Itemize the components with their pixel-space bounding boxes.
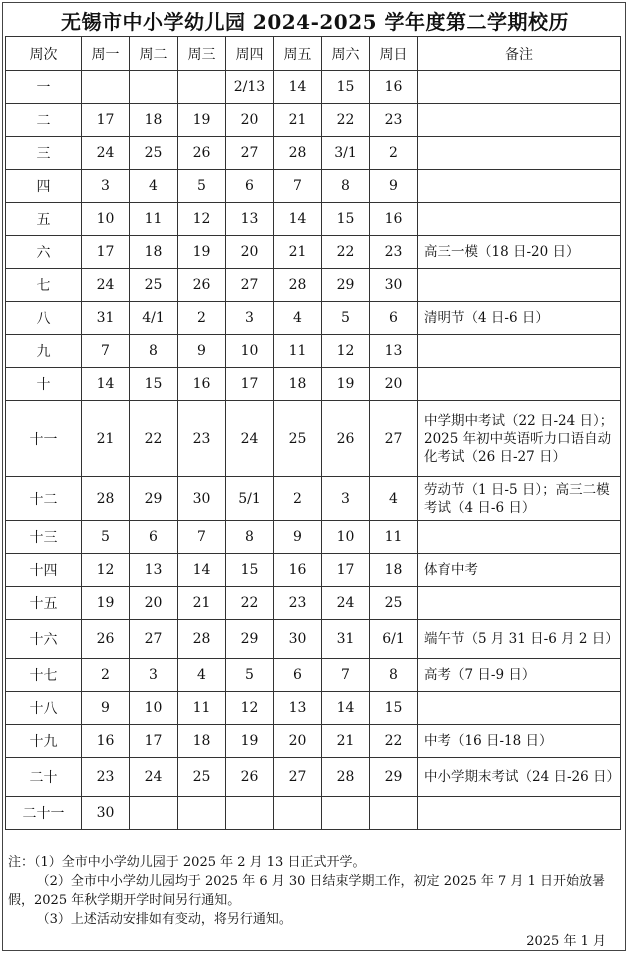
day-cell: 17	[82, 236, 130, 269]
day-cell: 9	[370, 170, 418, 203]
day-cell: 19	[82, 587, 130, 620]
issue-date: 2025 年 1 月	[526, 934, 606, 949]
day-cell: 23	[274, 587, 322, 620]
remark-cell: 劳动节（1 日-5 日）；高三二模考试（4 日-6 日）	[418, 477, 621, 521]
day-cell: 25	[178, 758, 226, 797]
day-cell: 20	[274, 725, 322, 758]
day-cell: 18	[274, 368, 322, 401]
day-cell: 5	[178, 170, 226, 203]
day-cell: 13	[370, 335, 418, 368]
day-cell: 30	[274, 620, 322, 659]
footnote-1: 注：（1）全市中小学幼儿园于 2025 年 2 月 13 日正式开学。	[8, 855, 366, 870]
week-row	[6, 587, 621, 620]
day-cell: 17	[82, 104, 130, 137]
day-cell: 27	[274, 758, 322, 797]
day-cell: 3	[322, 477, 370, 521]
remark-cell	[418, 203, 621, 236]
day-cell: 30	[178, 477, 226, 521]
day-cell: 15	[370, 692, 418, 725]
remark-cell	[418, 104, 621, 137]
day-cell: 8	[226, 521, 274, 554]
day-cell	[322, 797, 370, 830]
day-cell: 28	[274, 269, 322, 302]
day-cell: 19	[226, 725, 274, 758]
day-cell: 31	[322, 620, 370, 659]
day-cell: 26	[322, 401, 370, 477]
week-number: 十六	[6, 620, 82, 659]
week-row	[6, 620, 621, 659]
week-row	[6, 203, 621, 236]
day-cell: 24	[82, 137, 130, 170]
remark-cell: 体育中考	[418, 554, 621, 587]
day-cell: 12	[226, 692, 274, 725]
day-cell: 20	[130, 587, 178, 620]
day-cell: 28	[274, 137, 322, 170]
week-number: 二十一	[6, 797, 82, 830]
remark-cell	[418, 797, 621, 830]
school-calendar-table	[5, 36, 621, 830]
day-cell: 9	[82, 692, 130, 725]
week-number: 二十	[6, 758, 82, 797]
day-cell: 28	[322, 758, 370, 797]
day-cell: 5	[226, 659, 274, 692]
day-cell: 30	[370, 269, 418, 302]
remark-cell	[418, 692, 621, 725]
week-number: 十七	[6, 659, 82, 692]
day-cell: 15	[322, 71, 370, 104]
day-cell: 9	[178, 335, 226, 368]
day-cell: 22	[322, 104, 370, 137]
day-cell: 29	[370, 758, 418, 797]
day-cell: 22	[130, 401, 178, 477]
day-cell: 4	[178, 659, 226, 692]
week-row	[6, 725, 621, 758]
day-cell: 13	[274, 692, 322, 725]
day-cell: 27	[226, 137, 274, 170]
day-cell: 8	[130, 335, 178, 368]
day-cell: 22	[370, 725, 418, 758]
day-cell: 6	[226, 170, 274, 203]
day-cell: 2	[178, 302, 226, 335]
day-cell: 26	[82, 620, 130, 659]
day-cell: 14	[322, 692, 370, 725]
day-cell: 14	[274, 71, 322, 104]
header-tue: 周二	[130, 37, 178, 71]
day-cell: 29	[130, 477, 178, 521]
day-cell: 24	[226, 401, 274, 477]
day-cell	[178, 797, 226, 830]
day-cell: 21	[178, 587, 226, 620]
day-cell: 16	[178, 368, 226, 401]
day-cell: 5	[82, 521, 130, 554]
day-cell: 16	[82, 725, 130, 758]
day-cell: 4	[130, 170, 178, 203]
day-cell: 21	[274, 104, 322, 137]
day-cell: 28	[82, 477, 130, 521]
day-cell: 3	[226, 302, 274, 335]
week-row	[6, 170, 621, 203]
day-cell: 14	[274, 203, 322, 236]
day-cell: 31	[82, 302, 130, 335]
day-cell: 12	[82, 554, 130, 587]
day-cell: 28	[178, 620, 226, 659]
footnote-2: （2）全市中小学幼儿园均于 2025 年 6 月 30 日结束学期工作，初定 2025 年 7 月 1 日开始放暑假，2025 年秋学期开学时间另行通知。	[8, 874, 605, 908]
day-cell: 22	[226, 587, 274, 620]
header-remarks: 备注	[418, 37, 621, 71]
day-cell: 16	[370, 203, 418, 236]
week-row	[6, 335, 621, 368]
day-cell: 7	[322, 659, 370, 692]
footnotes	[8, 853, 614, 929]
day-cell: 6/1	[370, 620, 418, 659]
day-cell: 10	[82, 203, 130, 236]
day-cell: 23	[82, 758, 130, 797]
week-row	[6, 797, 621, 830]
day-cell: 14	[82, 368, 130, 401]
header-week: 周次	[6, 37, 82, 71]
remark-cell	[418, 71, 621, 104]
remark-cell	[418, 269, 621, 302]
day-cell: 3	[130, 659, 178, 692]
day-cell: 2	[82, 659, 130, 692]
day-cell: 11	[370, 521, 418, 554]
week-row	[6, 104, 621, 137]
day-cell: 7	[178, 521, 226, 554]
day-cell: 12	[178, 203, 226, 236]
day-cell: 13	[226, 203, 274, 236]
day-cell: 25	[130, 137, 178, 170]
header-sun: 周日	[370, 37, 418, 71]
day-cell: 9	[274, 521, 322, 554]
week-number: 三	[6, 137, 82, 170]
day-cell: 23	[370, 236, 418, 269]
day-cell: 2/13	[226, 71, 274, 104]
header-mon: 周一	[82, 37, 130, 71]
day-cell: 20	[370, 368, 418, 401]
week-row	[6, 659, 621, 692]
day-cell: 7	[82, 335, 130, 368]
day-cell: 20	[226, 104, 274, 137]
day-cell: 6	[274, 659, 322, 692]
day-cell: 17	[322, 554, 370, 587]
day-cell: 6	[370, 302, 418, 335]
week-number: 十五	[6, 587, 82, 620]
day-cell: 5	[322, 302, 370, 335]
week-number: 十四	[6, 554, 82, 587]
week-row	[6, 368, 621, 401]
day-cell	[370, 797, 418, 830]
day-cell: 19	[178, 236, 226, 269]
day-cell: 4/1	[130, 302, 178, 335]
day-cell: 19	[178, 104, 226, 137]
remark-cell: 高考（7 日-9 日）	[418, 659, 621, 692]
day-cell: 15	[226, 554, 274, 587]
day-cell	[82, 71, 130, 104]
day-cell: 17	[226, 368, 274, 401]
day-cell: 18	[178, 725, 226, 758]
day-cell: 18	[130, 104, 178, 137]
calendar-body	[6, 71, 621, 830]
day-cell: 10	[226, 335, 274, 368]
week-number: 四	[6, 170, 82, 203]
day-cell: 23	[370, 104, 418, 137]
week-row	[6, 71, 621, 104]
week-number: 十三	[6, 521, 82, 554]
week-number: 十九	[6, 725, 82, 758]
day-cell: 18	[370, 554, 418, 587]
day-cell: 12	[322, 335, 370, 368]
day-cell: 21	[322, 725, 370, 758]
day-cell: 4	[370, 477, 418, 521]
week-number: 一	[6, 71, 82, 104]
day-cell: 25	[274, 401, 322, 477]
day-cell: 25	[130, 269, 178, 302]
day-cell: 13	[130, 554, 178, 587]
day-cell: 4	[274, 302, 322, 335]
week-row	[6, 554, 621, 587]
remark-cell: 高三一模（18 日-20 日）	[418, 236, 621, 269]
week-number: 六	[6, 236, 82, 269]
day-cell: 26	[178, 137, 226, 170]
remark-cell: 清明节（4 日-6 日）	[418, 302, 621, 335]
week-number: 五	[6, 203, 82, 236]
footnote-3: （3）上述活动安排如有变动，将另行通知。	[36, 912, 292, 927]
week-number: 二	[6, 104, 82, 137]
day-cell: 11	[178, 692, 226, 725]
day-cell: 15	[322, 203, 370, 236]
day-cell: 22	[322, 236, 370, 269]
week-number: 九	[6, 335, 82, 368]
day-cell	[178, 71, 226, 104]
day-cell: 7	[274, 170, 322, 203]
day-cell: 8	[322, 170, 370, 203]
remark-cell	[418, 521, 621, 554]
day-cell: 23	[178, 401, 226, 477]
day-cell: 14	[178, 554, 226, 587]
day-cell: 24	[130, 758, 178, 797]
day-cell: 30	[82, 797, 130, 830]
remark-cell: 中考（16 日-18 日）	[418, 725, 621, 758]
remark-cell: 中小学期末考试（24 日-26 日）	[418, 758, 621, 797]
week-row	[6, 236, 621, 269]
day-cell: 21	[82, 401, 130, 477]
day-cell: 16	[274, 554, 322, 587]
week-row	[6, 758, 621, 797]
day-cell: 16	[370, 71, 418, 104]
day-cell: 27	[130, 620, 178, 659]
day-cell	[274, 797, 322, 830]
week-row	[6, 137, 621, 170]
day-cell: 24	[82, 269, 130, 302]
week-number: 十一	[6, 401, 82, 477]
remark-cell	[418, 335, 621, 368]
week-row	[6, 269, 621, 302]
day-cell: 27	[370, 401, 418, 477]
header-row	[6, 37, 621, 71]
day-cell: 27	[226, 269, 274, 302]
day-cell: 10	[130, 692, 178, 725]
day-cell	[226, 797, 274, 830]
day-cell: 6	[130, 521, 178, 554]
day-cell: 26	[178, 269, 226, 302]
day-cell: 3	[82, 170, 130, 203]
remark-cell	[418, 137, 621, 170]
day-cell: 10	[322, 521, 370, 554]
day-cell: 5/1	[226, 477, 274, 521]
day-cell: 25	[370, 587, 418, 620]
day-cell: 2	[370, 137, 418, 170]
day-cell: 21	[274, 236, 322, 269]
week-row	[6, 477, 621, 521]
day-cell: 19	[322, 368, 370, 401]
day-cell: 17	[130, 725, 178, 758]
week-number: 十八	[6, 692, 82, 725]
day-cell: 20	[226, 236, 274, 269]
week-row	[6, 302, 621, 335]
remark-cell: 端午节（5 月 31 日-6 月 2 日）	[418, 620, 621, 659]
day-cell: 26	[226, 758, 274, 797]
day-cell	[130, 71, 178, 104]
remark-cell	[418, 587, 621, 620]
remark-cell	[418, 170, 621, 203]
day-cell: 24	[322, 587, 370, 620]
week-row	[6, 401, 621, 477]
week-number: 十	[6, 368, 82, 401]
day-cell: 11	[274, 335, 322, 368]
day-cell: 11	[130, 203, 178, 236]
day-cell: 2	[274, 477, 322, 521]
week-number: 八	[6, 302, 82, 335]
week-row	[6, 521, 621, 554]
header-thu: 周四	[226, 37, 274, 71]
day-cell: 3/1	[322, 137, 370, 170]
week-row	[6, 692, 621, 725]
day-cell: 18	[130, 236, 178, 269]
week-number: 七	[6, 269, 82, 302]
day-cell	[130, 797, 178, 830]
day-cell: 8	[370, 659, 418, 692]
header-sat: 周六	[322, 37, 370, 71]
header-fri: 周五	[274, 37, 322, 71]
day-cell: 29	[322, 269, 370, 302]
header-wed: 周三	[178, 37, 226, 71]
page-title: 无锡市中小学幼儿园 2024-2025 学年度第二学期校历	[60, 10, 570, 34]
day-cell: 15	[130, 368, 178, 401]
remark-cell: 中学期中考试（22 日-24 日）；2025 年初中英语听力口语自动化考试（26 日-27 日）	[418, 401, 621, 477]
remark-cell	[418, 368, 621, 401]
week-number: 十二	[6, 477, 82, 521]
day-cell: 29	[226, 620, 274, 659]
